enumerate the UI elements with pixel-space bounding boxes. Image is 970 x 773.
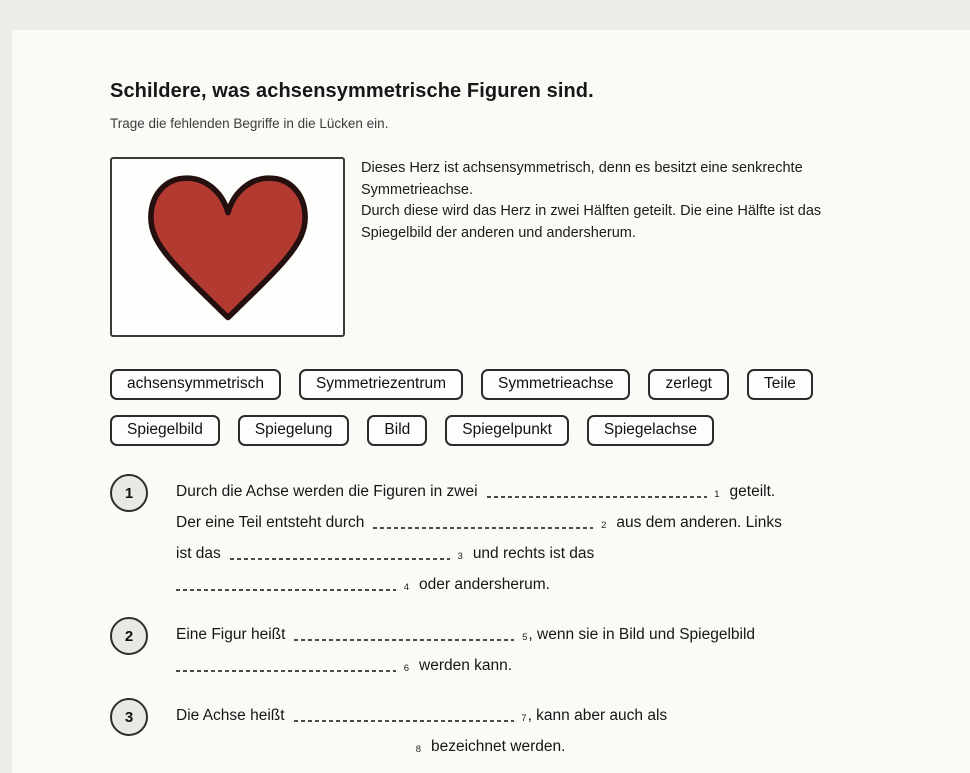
exercise-items — [110, 476, 915, 762]
gap-blank-4[interactable] — [176, 572, 409, 592]
gap-text-after: und rechts ist das — [472, 545, 595, 562]
item-text-line — [176, 476, 782, 507]
gap-text-after: , kann aber auch als — [527, 707, 668, 724]
item-text — [176, 700, 667, 762]
gap-number: 4 — [403, 581, 409, 593]
gap-number: 6 — [403, 662, 409, 674]
heart-icon — [146, 167, 310, 327]
item-text-line — [176, 700, 667, 731]
page-title: Schildere, was achsensymmetrische Figuren sind. — [110, 80, 594, 102]
gap-dashed-line — [487, 496, 707, 498]
gap-dashed-line — [176, 751, 408, 753]
exercise-item-3 — [110, 700, 915, 762]
item-number-badge: 3 — [110, 698, 148, 736]
item-text — [176, 476, 782, 600]
word-chip-spiegelbild[interactable]: Spiegelbild — [110, 415, 220, 446]
example-section — [110, 157, 915, 337]
gap-number: 3 — [457, 550, 463, 562]
gap-dashed-line — [294, 720, 514, 722]
item-text-line — [176, 569, 782, 600]
word-chip-spiegelung[interactable]: Spiegelung — [238, 415, 350, 446]
gap-blank-7[interactable] — [294, 703, 527, 723]
instruction-text: Trage die fehlenden Begriffe in die Lücken ein. — [110, 116, 389, 131]
item-number-badge: 1 — [110, 474, 148, 512]
exercise-item-1 — [110, 476, 915, 600]
item-text-line — [176, 619, 755, 650]
gap-blank-3[interactable] — [230, 541, 463, 561]
item-text-line — [176, 538, 782, 569]
gap-blank-6[interactable] — [176, 653, 409, 673]
gap-number: 5 — [522, 631, 528, 643]
gap-text-before: Eine Figur heißt — [176, 626, 286, 643]
word-chip-bild[interactable]: Bild — [367, 415, 427, 446]
item-text-line — [176, 650, 755, 681]
gap-number: 2 — [601, 519, 607, 531]
exercise-item-2 — [110, 619, 915, 681]
example-text-line: Spiegelbild der anderen und andersherum. — [361, 224, 636, 241]
gap-text-after: aus dem anderen. Links — [616, 514, 782, 531]
item-text-line — [176, 507, 782, 538]
gap-text-after: bezeichnet werden. — [431, 738, 566, 755]
gap-blank-8[interactable] — [176, 734, 421, 754]
gap-number: 8 — [415, 743, 421, 755]
gap-text-after: , wenn sie in Bild und Spiegelbild — [528, 626, 756, 643]
gap-dashed-line — [176, 589, 396, 591]
gap-blank-2[interactable] — [373, 510, 606, 530]
gap-text-before: ist das — [176, 545, 221, 562]
gap-text-after: geteilt. — [729, 483, 776, 500]
worksheet-page — [12, 30, 970, 773]
example-text-line: Symmetrieachse. — [361, 181, 474, 198]
example-description — [361, 157, 821, 244]
item-text — [176, 619, 755, 681]
example-text-line: Dieses Herz ist achsensymmetrisch, denn es besitzt eine senkrechte — [361, 160, 803, 176]
gap-text-before: Der eine Teil entsteht durch — [176, 514, 365, 531]
gap-number: 7 — [521, 712, 527, 724]
gap-text-after: oder andersherum. — [419, 576, 550, 593]
word-chip-zerlegt[interactable]: zerlegt — [648, 369, 729, 400]
word-chip-spiegelpunkt[interactable]: Spiegelpunkt — [445, 415, 569, 446]
gap-dashed-line — [176, 670, 396, 672]
word-chip-spiegelachse[interactable]: Spiegelachse — [587, 415, 714, 446]
gap-blank-1[interactable] — [487, 479, 720, 499]
gap-text-before: Die Achse heißt — [176, 707, 285, 724]
gap-text-before: Durch die Achse werden die Figuren in zwei — [176, 483, 478, 500]
gap-dashed-line — [294, 639, 514, 641]
word-chip-symmetriezentrum[interactable]: Symmetriezentrum — [299, 369, 463, 400]
word-bank-row-1 — [110, 369, 915, 400]
word-bank-row-2 — [110, 415, 915, 446]
item-text-line — [176, 731, 667, 762]
gap-blank-5[interactable] — [294, 622, 527, 642]
example-image-frame — [110, 157, 345, 337]
gap-number: 1 — [714, 488, 720, 500]
item-number-badge: 2 — [110, 617, 148, 655]
gap-text-after: werden kann. — [419, 657, 513, 674]
word-chip-symmetrieachse[interactable]: Symmetrieachse — [481, 369, 630, 400]
example-text-line: Durch diese wird das Herz in zwei Hälften geteilt. Die eine Hälfte ist das — [361, 203, 822, 219]
word-chip-achsensymmetrisch[interactable]: achsensymmetrisch — [110, 369, 281, 400]
gap-dashed-line — [373, 527, 593, 529]
gap-dashed-line — [230, 558, 450, 560]
word-chip-teile[interactable]: Teile — [747, 369, 813, 400]
word-bank — [110, 369, 915, 446]
